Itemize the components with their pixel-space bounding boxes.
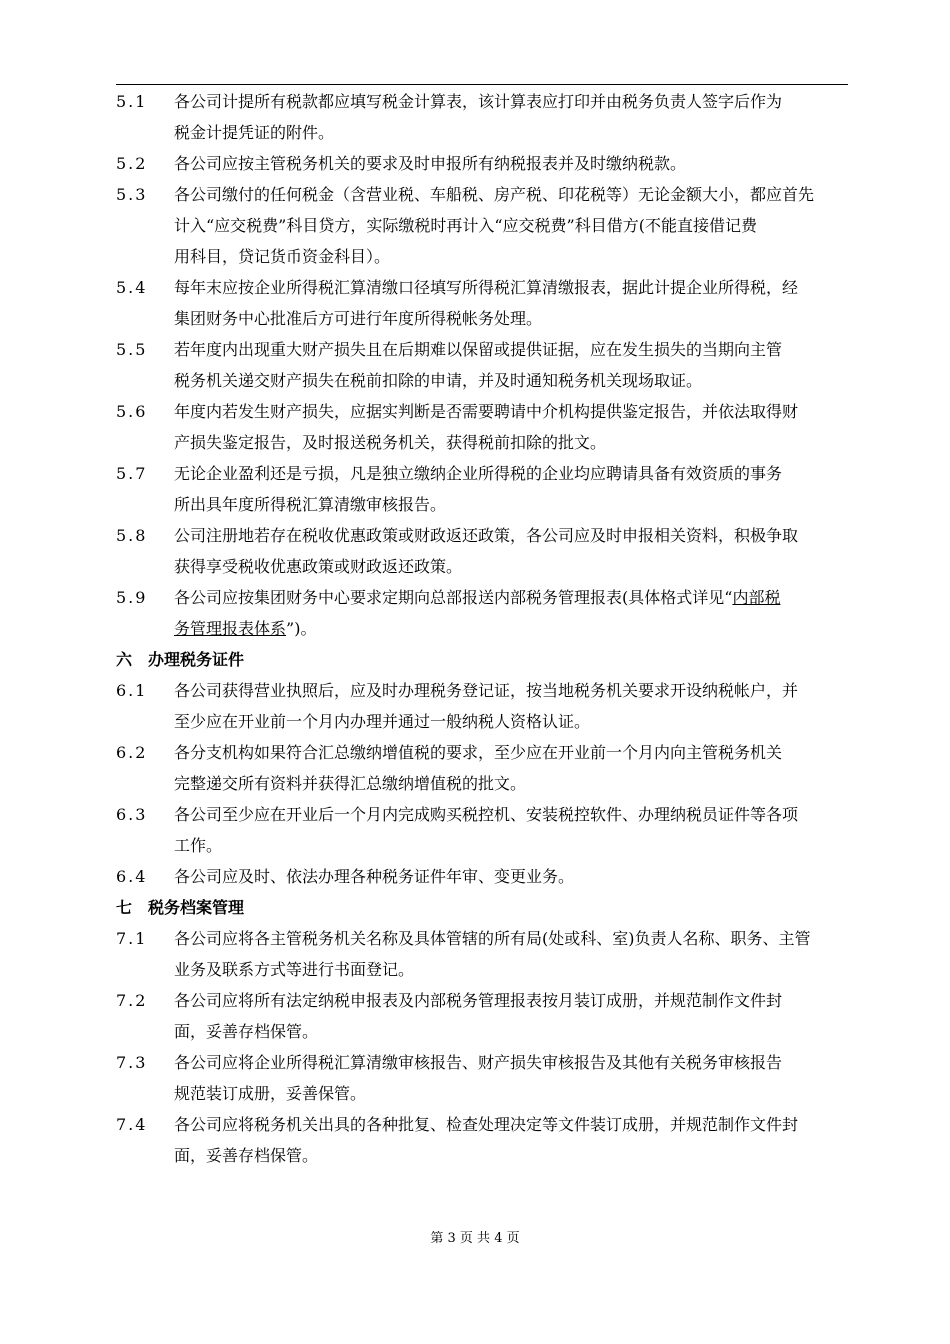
list-item bbox=[116, 861, 848, 892]
item-text: 年度内若发生财产损失，应据实判断是否需要聘请中介机构提供鉴定报告，并依法取得财 产损失鉴定报告，及时报送税务机关，获得税前扣除的批文。 bbox=[174, 402, 799, 452]
section5-items bbox=[116, 86, 848, 582]
document-body bbox=[116, 86, 848, 1171]
item-text: 各公司至少应在开业后一个月内完成购买税控机、安装税控软件、办理纳税员证件等各项 工作。 bbox=[174, 805, 799, 855]
list-item bbox=[116, 799, 848, 861]
item-number: 5.3 bbox=[116, 185, 148, 204]
item-text: 各公司应及时、依法办理各种税务证件年审、变更业务。 bbox=[174, 867, 575, 886]
page-footer: 第 3 页 共 4 页 bbox=[430, 1231, 520, 1246]
header-rule bbox=[116, 84, 848, 85]
item-number: 5.4 bbox=[116, 278, 148, 297]
list-item bbox=[116, 86, 848, 148]
list-item bbox=[116, 148, 848, 179]
item-number: 6.4 bbox=[116, 867, 148, 886]
list-item bbox=[116, 458, 848, 520]
item-number: 5.1 bbox=[116, 92, 148, 111]
link-report-system-2: 务管理报表体系 bbox=[174, 619, 287, 638]
item-number: 5.5 bbox=[116, 340, 148, 359]
item-text: 若年度内出现重大财产损失且在后期难以保留或提供证据，应在发生损失的当期向主管 税务机关递交财产损失在税前扣除的申请，并及时通知税务机关现场取证。 bbox=[174, 340, 783, 390]
section7-heading: 七 税务档案管理 bbox=[116, 898, 245, 917]
item-text: 各公司应将各主管税务机关名称及具体管辖的所有局(处或科、室)负责人名称、职务、主管 业务及联系方式等进行书面登记。 bbox=[174, 929, 811, 979]
list-item bbox=[116, 396, 848, 458]
item-text: 无论企业盈利还是亏损，凡是独立缴纳企业所得税的企业均应聘请具备有效资质的事务 所出具年度所得税汇算清缴审核报告。 bbox=[174, 464, 783, 514]
item-text: 各公司获得营业执照后，应及时办理税务登记证，按当地税务机关要求开设纳税帐户，并 至少应在开业前一个月内办理并通过一般纳税人资格认证。 bbox=[174, 681, 799, 731]
list-item bbox=[116, 334, 848, 396]
list-item bbox=[116, 1047, 848, 1109]
item-number: 6.2 bbox=[116, 743, 148, 762]
item-text: 各分支机构如果符合汇总缴纳增值税的要求，至少应在开业前一个月内向主管税务机关 完整递交所有资料并获得汇总缴纳增值税的批文。 bbox=[174, 743, 783, 793]
item-number: 6.1 bbox=[116, 681, 148, 700]
link-report-system-1: 内部税 bbox=[732, 588, 781, 607]
list-item bbox=[116, 923, 848, 985]
list-item bbox=[116, 520, 848, 582]
item-number: 7.4 bbox=[116, 1115, 148, 1134]
list-item bbox=[116, 1109, 848, 1171]
list-item bbox=[116, 179, 848, 272]
item-number: 6.3 bbox=[116, 805, 148, 824]
item-text: 各公司计提所有税款都应填写税金计算表，该计算表应打印并由税务负责人签字后作为 税金计提凭证的附件。 bbox=[174, 92, 783, 142]
item-number: 5.2 bbox=[116, 154, 148, 173]
item-number: 5.7 bbox=[116, 464, 148, 483]
item-text: 各公司应将税务机关出具的各种批复、检查处理决定等文件装订成册，并规范制作文件封 面，妥善存档保管。 bbox=[174, 1115, 799, 1165]
item-text: 公司注册地若存在税收优惠政策或财政返还政策，各公司应及时申报相关资料，积极争取 获得享受税收优惠政策或财政返还政策。 bbox=[174, 526, 799, 576]
list-item bbox=[116, 985, 848, 1047]
item-text: 各公司应将企业所得税汇算清缴审核报告、财产损失审核报告及其他有关税务审核报告 规范装订成册，妥善保管。 bbox=[174, 1053, 783, 1103]
item-number: 7.2 bbox=[116, 991, 148, 1010]
item-text: 各公司缴付的任何税金（含营业税、车船税、房产税、印花税等）无论金额大小，都应首先 计入“应交税费”科目贷方，实际缴税时再计入“应交税费”科目借方(不能直接借记费 用科目，贷记货币资金科目）。 bbox=[174, 185, 815, 266]
list-item bbox=[116, 675, 848, 737]
list-item-5-9 bbox=[116, 582, 848, 644]
item-text bbox=[174, 582, 848, 644]
list-item bbox=[116, 272, 848, 334]
item-number: 7.1 bbox=[116, 929, 148, 948]
item-text: 各公司应将所有法定纳税申报表及内部税务管理报表按月装订成册，并规范制作文件封 面，妥善存档保管。 bbox=[174, 991, 783, 1041]
item-number: 5.8 bbox=[116, 526, 148, 545]
section7-items bbox=[116, 923, 848, 1171]
item-number: 5.9 bbox=[116, 588, 148, 607]
item-text: 每年末应按企业所得税汇算清缴口径填写所得税汇算清缴报表，据此计提企业所得税，经 集团财务中心批准后方可进行年度所得税帐务处理。 bbox=[174, 278, 799, 328]
item-number: 7.3 bbox=[116, 1053, 148, 1072]
section6-heading: 六 办理税务证件 bbox=[116, 650, 245, 669]
item-text-before: 各公司应按集团财务中心要求定期向总部报送内部税务管理报表(具体格式详见“ bbox=[174, 588, 733, 607]
list-item bbox=[116, 737, 848, 799]
section6-items bbox=[116, 675, 848, 892]
item-text: 各公司应按主管税务机关的要求及时申报所有纳税报表并及时缴纳税款。 bbox=[174, 154, 687, 173]
item-number: 5.6 bbox=[116, 402, 148, 421]
item-text-after: ”)。 bbox=[286, 619, 317, 638]
